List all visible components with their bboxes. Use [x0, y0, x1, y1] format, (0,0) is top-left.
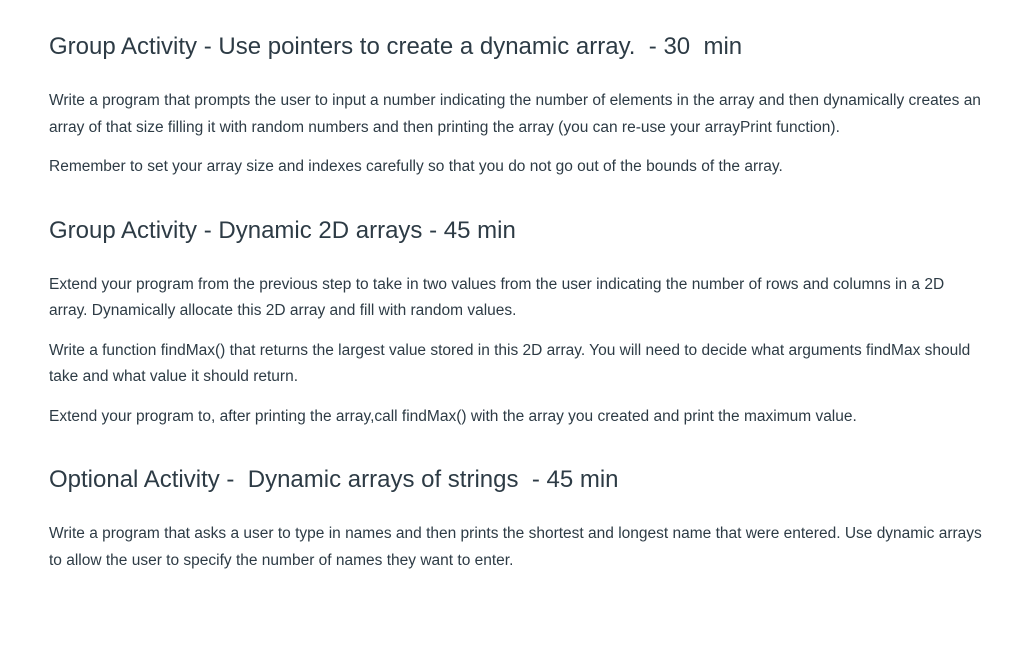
section-dynamic-2d-arrays	[49, 216, 984, 431]
section-dynamic-string-arrays	[49, 465, 984, 574]
section-dynamic-array	[49, 32, 984, 181]
section-paragraph: Write a program that asks a user to type in names and then prints the shortest and longest name that were entered. Use dynamic arrays to allow the user to specify the number of names they want to enter.	[49, 525, 982, 569]
section-paragraph: Extend your program to, after printing the array,call findMax() with the array you created and print the maximum value.	[49, 407, 857, 425]
section-paragraph: Remember to set your array size and indexes carefully so that you do not go out of the bounds of the array.	[49, 158, 783, 175]
section-heading: Group Activity - Dynamic 2D arrays - 45 min	[49, 216, 516, 244]
section-heading: Optional Activity - Dynamic arrays of strings - 45 min	[49, 466, 619, 493]
section-paragraph: Write a function findMax() that returns the largest value stored in this 2D array. You will need to decide what arguments findMax should take and what value it should return.	[49, 341, 971, 385]
section-paragraph: Extend your program from the previous step to take in two values from the user indicating the number of rows and columns in a 2D array. Dynamically allocate this 2D array and fill with random values.	[49, 275, 945, 319]
section-paragraph: Write a program that prompts the user to input a number indicating the number of elements in the array and then dynamically creates an array of that size filling it with random numbers and then printing the array (you can re-use your arrayPrint function).	[49, 92, 981, 136]
section-heading: Group Activity - Use pointers to create a dynamic array. - 30 min	[49, 33, 743, 60]
